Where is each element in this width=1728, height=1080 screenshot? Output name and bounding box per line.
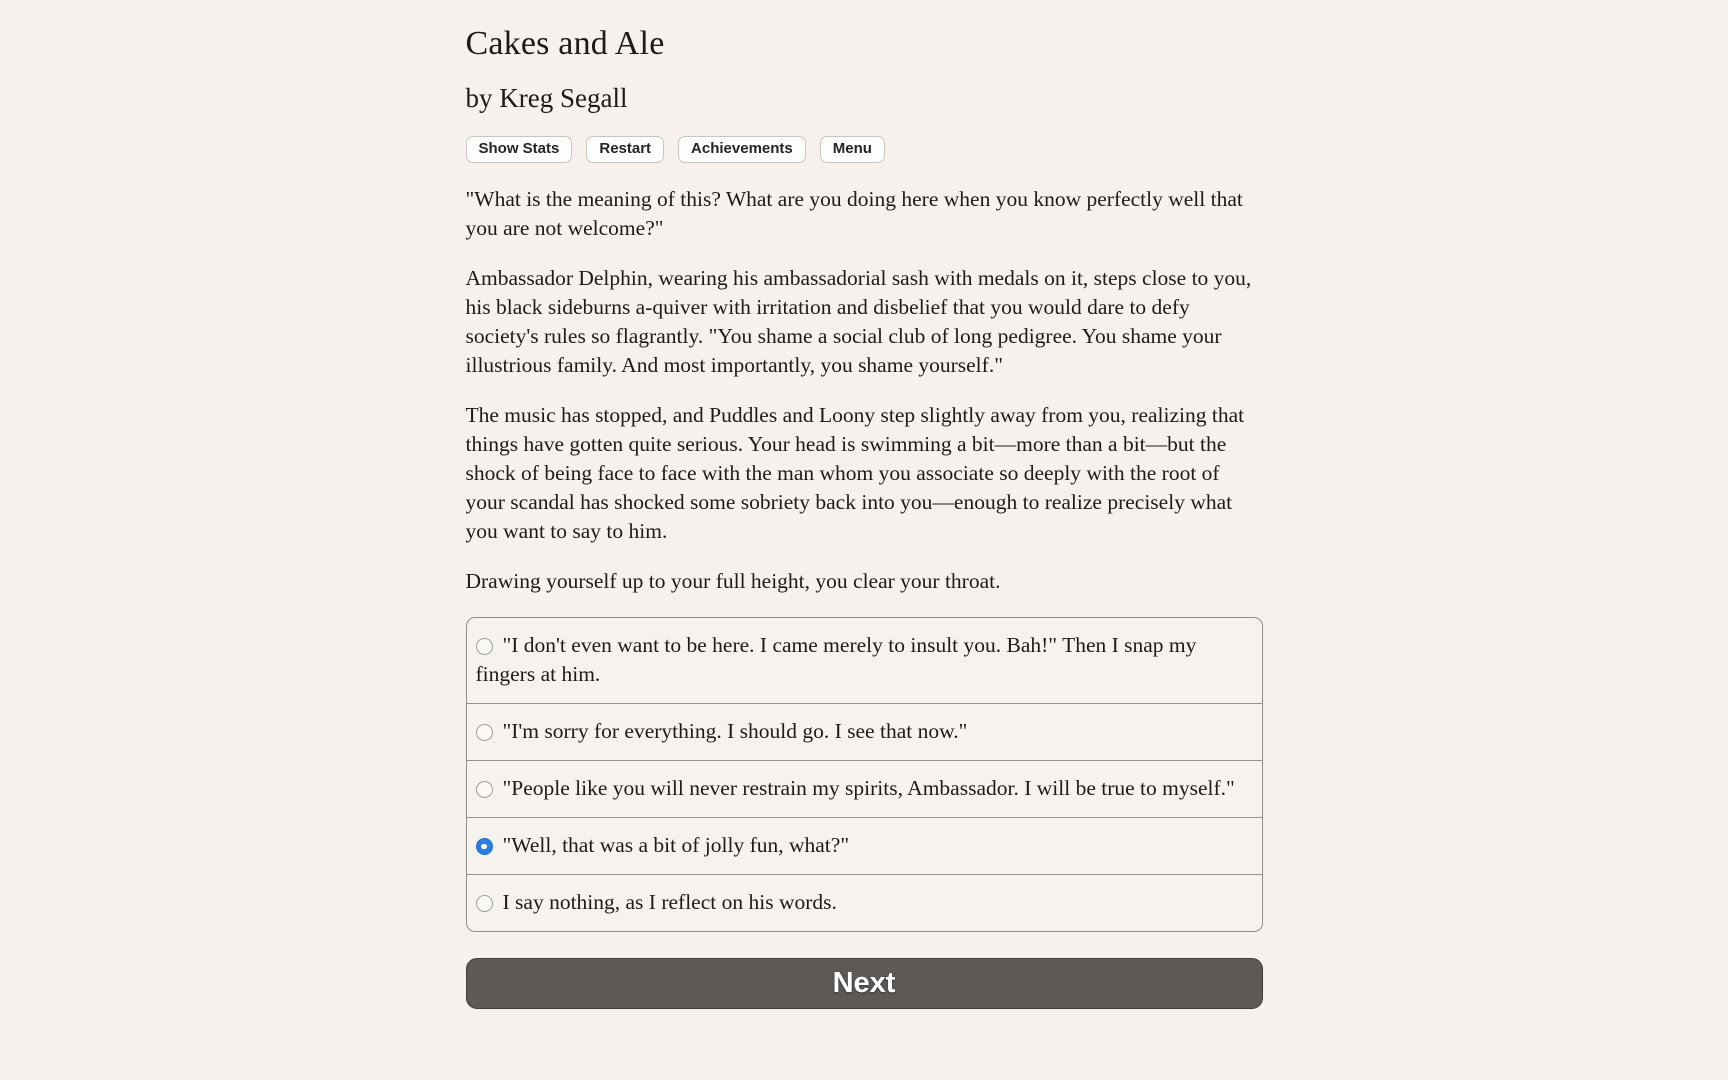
game-byline: by Kreg Segall	[465, 83, 628, 114]
story-paragraph: Drawing yourself up to your full height, you clear your throat.	[465, 569, 1001, 594]
restart-button[interactable]: Restart	[586, 136, 664, 163]
choice-option[interactable]	[467, 703, 1262, 760]
choice-option-label: "Well, that was a bit of jolly fun, what?"	[502, 833, 850, 858]
choice-option[interactable]	[467, 817, 1262, 874]
story-paragraph: "What is the meaning of this? What are you doing here when you know perfectly well that you are not welcome?"	[465, 187, 1243, 241]
radio-button[interactable]	[476, 895, 493, 912]
choice-option-label: "I'm sorry for everything. I should go. I see that now."	[502, 719, 968, 744]
toolbar	[466, 136, 1263, 163]
radio-button[interactable]	[476, 781, 493, 798]
choice-list	[466, 617, 1263, 932]
radio-button[interactable]	[476, 838, 493, 855]
achievements-button[interactable]: Achievements	[678, 136, 806, 163]
choice-option[interactable]	[467, 618, 1262, 703]
choice-option-label: "I don't even want to be here. I came merely to insult you. Bah!" Then I snap my fingers at him.	[475, 633, 1197, 687]
story-paragraph: Ambassador Delphin, wearing his ambassadorial sash with medals on it, steps close to you, his black sideburns a-quiver with irritation and disbelief that you would dare to defy society's rules so flagrantly. "You shame a social club of long pedigree. You shame your illustrious family. And most importantly, you shame yourself."	[465, 266, 1252, 378]
choice-option[interactable]	[467, 874, 1262, 931]
radio-button[interactable]	[476, 638, 493, 655]
choice-option[interactable]	[467, 760, 1262, 817]
choice-option-label: "People like you will never restrain my spirits, Ambassador. I will be true to myself."	[502, 776, 1235, 801]
story-page	[466, 0, 1263, 1009]
show-stats-button[interactable]: Show Stats	[466, 136, 573, 163]
menu-button[interactable]: Menu	[820, 136, 885, 163]
next-button[interactable]: Next	[466, 958, 1263, 1009]
choice-option-label: I say nothing, as I reflect on his words.	[502, 890, 837, 915]
game-title: Cakes and Ale	[465, 25, 665, 62]
story-paragraph: The music has stopped, and Puddles and Loony step slightly away from you, realizing that things have gotten quite serious. Your head is swimming a bit—more than a bit—but the shock of being face to face with the man whom you associate so deeply with the root of your scandal has shocked some sobriety back into you—enough to realize precisely what you want to say to him.	[465, 403, 1245, 544]
story-text	[466, 185, 1263, 596]
radio-button[interactable]	[476, 724, 493, 741]
